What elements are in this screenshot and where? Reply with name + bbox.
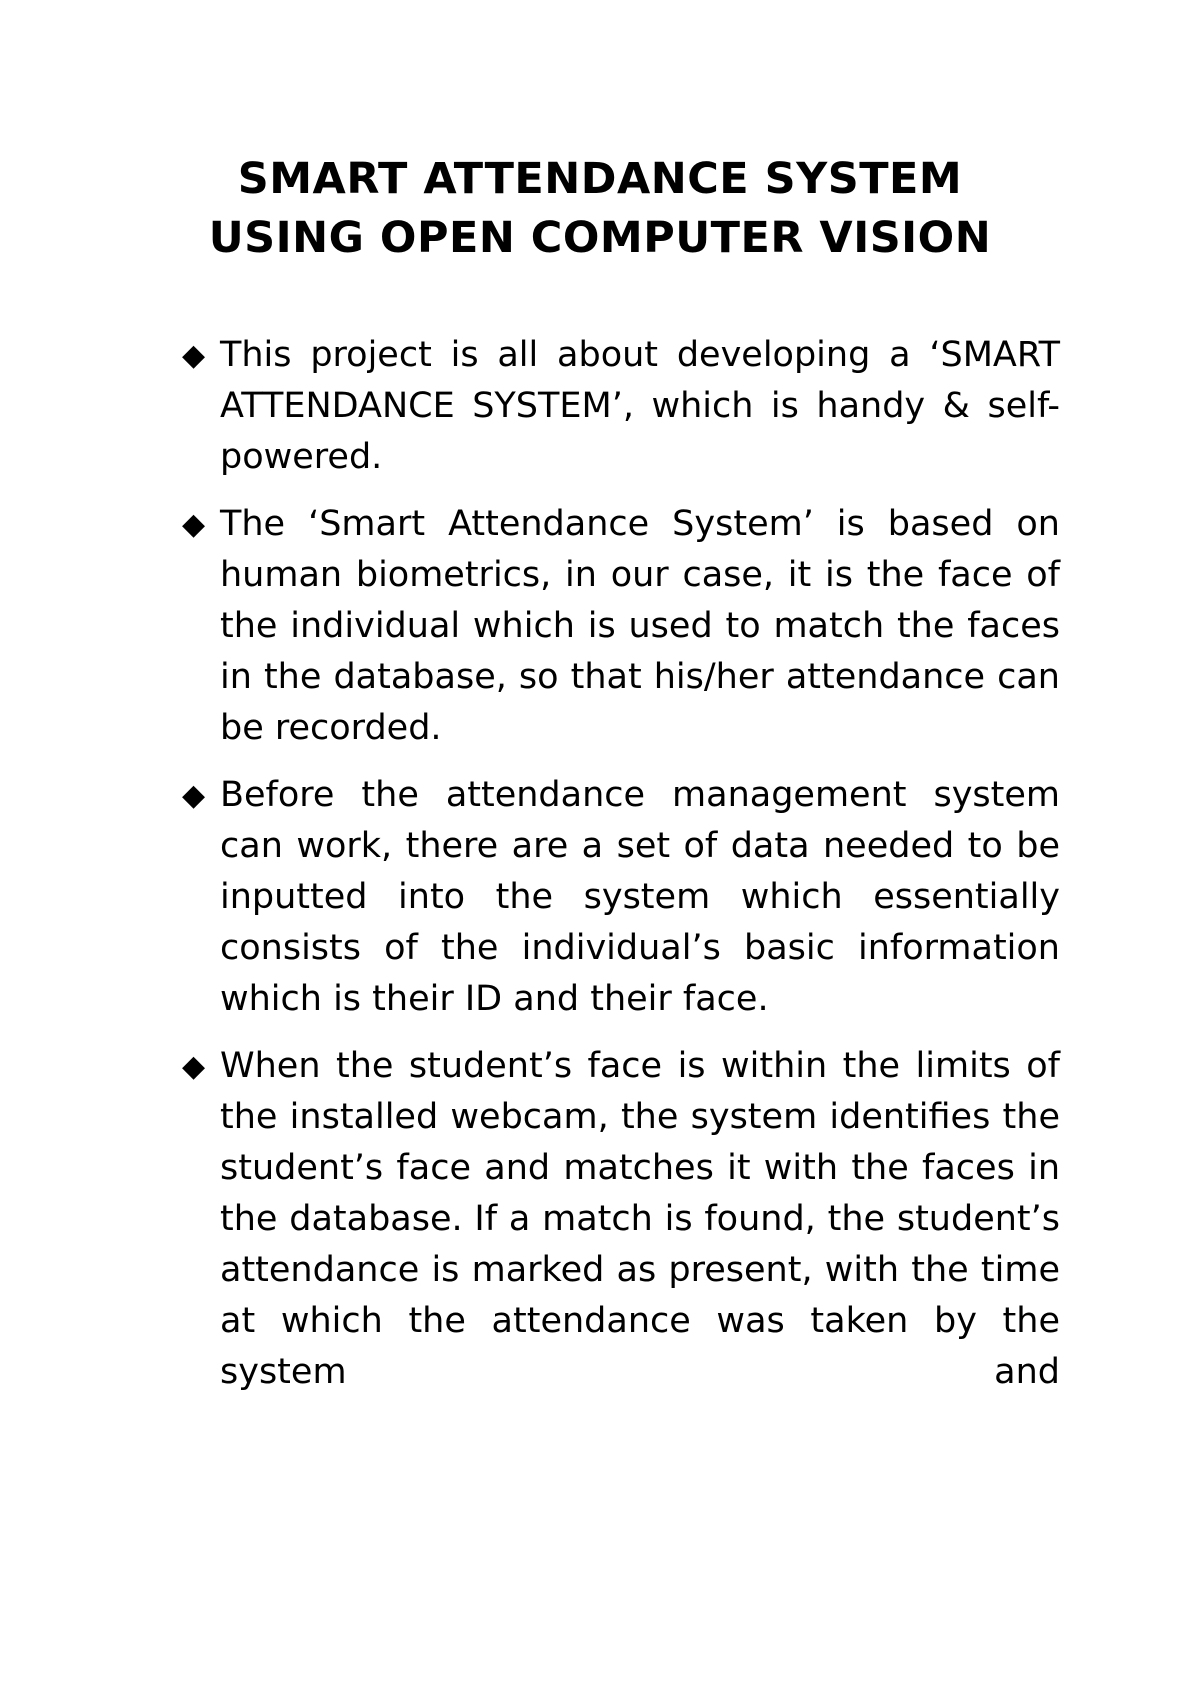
diamond-bullet-icon: ◆ [182, 778, 206, 813]
title-line-2: USING OPEN COMPUTER VISION [208, 213, 992, 263]
bullet-text-3: Before the attendance management system can work, there are a set of data needed to be inputted into the system which essentially consists of the individual’s basic information which is their ID and their face. [220, 775, 1060, 1019]
title-line-1: SMART ATTENDANCE SYSTEM [237, 154, 963, 204]
document-title [150, 150, 1050, 268]
diamond-bullet-icon: ◆ [182, 1049, 206, 1084]
bullet-item-3 [180, 770, 1060, 1025]
bullet-text-1: This project is all about developing a ‘SMART ATTENDANCE SYSTEM’, which is handy & self-powered. [220, 335, 1060, 477]
bullet-text-2: The ‘Smart Attendance System’ is based on human biometrics, in our case, it is the face of the individual which is used to match the faces in the database, so that his/her attendance can be recorded. [220, 504, 1060, 748]
diamond-bullet-icon: ◆ [182, 507, 206, 542]
bullet-item-4 [180, 1041, 1060, 1398]
bullet-item-2 [180, 499, 1060, 754]
bullet-text-4: When the student’s face is within the limits of the installed webcam, the system identifies the student’s face and matches it with the faces in the database. If a match is found, the student’s attendance is marked as present, with the time at which the attendance was taken by the system and [220, 1046, 1060, 1392]
diamond-bullet-icon: ◆ [182, 338, 206, 373]
bullet-list [180, 330, 1060, 1414]
bullet-item-1 [180, 330, 1060, 483]
